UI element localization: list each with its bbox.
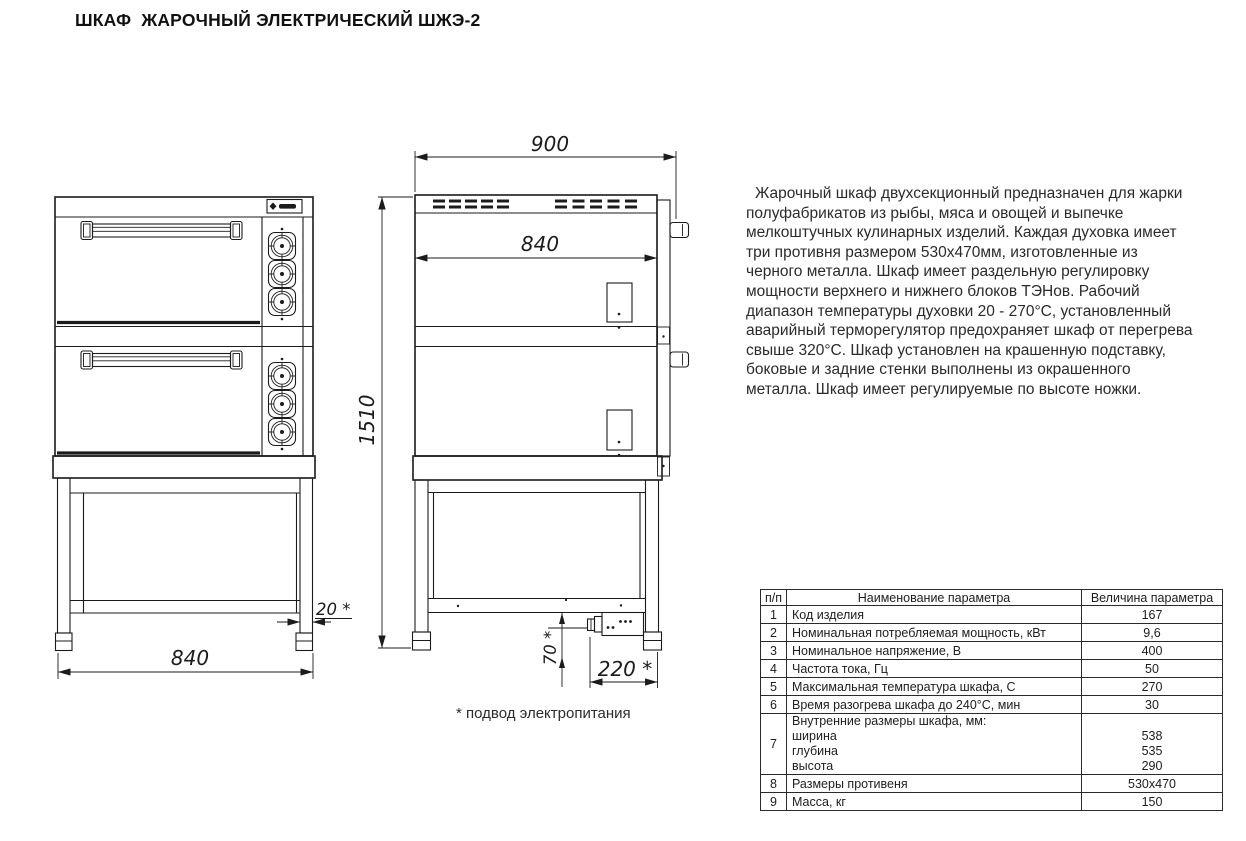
dim-label-840-front: 840 [170, 646, 210, 670]
front-view-drawing [40, 183, 360, 688]
dim-label-840-side: 840 [520, 232, 560, 256]
row-num: 2 [761, 624, 787, 642]
dimension-side-inner-depth [415, 232, 657, 258]
param-name: Внутренние размеры шкафа, мм: ширина глубина высота [787, 714, 1082, 775]
header-param-value: Величина параметра [1082, 590, 1223, 606]
param-value: 9,6 [1082, 624, 1223, 642]
param-name: Код изделия [787, 606, 1082, 624]
side-view-drawing [352, 130, 700, 705]
dimension-power-vertical [541, 613, 588, 687]
row-num: 3 [761, 642, 787, 660]
control-knobs-upper [269, 228, 296, 321]
power-supply-footnote: * подвод электропитания [456, 705, 631, 722]
dim-label-900: 900 [530, 132, 570, 156]
spec-table [760, 589, 1223, 811]
table-row [761, 606, 1223, 624]
param-value: 400 [1082, 642, 1223, 660]
table-row [761, 793, 1223, 811]
dimension-power-horizontal [590, 637, 658, 688]
table-row [761, 660, 1223, 678]
door-handle-upper [81, 222, 242, 240]
power-inlet-box [588, 613, 644, 636]
row-num: 7 [761, 714, 787, 775]
table-header-row [761, 590, 1223, 606]
control-knobs-lower [269, 358, 296, 451]
row-num: 1 [761, 606, 787, 624]
dim-label-20: 20 * [316, 600, 351, 619]
row-num: 8 [761, 775, 787, 793]
header-param-name: Наименование параметра [787, 590, 1082, 606]
door-latch-upper [607, 283, 632, 329]
handle-stub-upper [670, 223, 689, 238]
param-name: Размеры противеня [787, 775, 1082, 793]
page-title: ШКАФ ЖАРОЧНЫЙ ЭЛЕКТРИЧЕСКИЙ ШЖЭ-2 [75, 10, 481, 30]
product-description: Жарочный шкаф двухсекционный предназначен для жарки полуфабрикатов из рыбы, мяса и овощей и выпечке мелкоштучных кулинарных изделий. Каждая духовка имеет три противня размером 530х470мм, изготовленные из черного металла. Шкаф имеет раздельную регулировку мощности верхнего и нижнего блоков ТЭНов. Рабочий диапазон температуры духовки 20 - 270°С, установленный аварийный терморегулятор предохраняет шкаф от перегрева свыше 320°С. Шкаф установлен на крашенную подставку, боковые и задние стенки выполнены из окрашенного металла. Шкаф имеет регулируемые по высоте ножки. [746, 185, 1193, 398]
table-row [761, 642, 1223, 660]
dim-label-1510: 1510 [355, 394, 379, 446]
row-num: 6 [761, 696, 787, 714]
dimension-front-width [58, 646, 313, 679]
param-name: Номинальная потребляемая мощность, кВт [787, 624, 1082, 642]
param-name: Частота тока, Гц [787, 660, 1082, 678]
door-handle-lower [81, 351, 242, 369]
row-num: 4 [761, 660, 787, 678]
param-name: Номинальное напряжение, В [787, 642, 1082, 660]
param-value: 167 [1082, 606, 1223, 624]
param-value: 150 [1082, 793, 1223, 811]
table-row [761, 624, 1223, 642]
vent-slots [433, 200, 637, 209]
table-row [761, 696, 1223, 714]
stand-front [53, 456, 315, 651]
table-row [761, 678, 1223, 696]
handle-stub-lower [670, 352, 689, 367]
param-name: Максимальная температура шкафа, С [787, 678, 1082, 696]
dim-label-70: 70 * [541, 630, 560, 666]
row-num: 5 [761, 678, 787, 696]
table-row [761, 714, 1223, 775]
param-value: 270 [1082, 678, 1223, 696]
param-name: Масса, кг [787, 793, 1082, 811]
door-latch-lower [607, 410, 632, 456]
param-value: 538 535 290 [1082, 714, 1223, 775]
param-value: 530х470 [1082, 775, 1223, 793]
header-num: п/п [761, 590, 787, 606]
dimension-side-height [355, 197, 413, 648]
param-value: 50 [1082, 660, 1223, 678]
param-value: 30 [1082, 696, 1223, 714]
row-num: 9 [761, 793, 787, 811]
param-name: Время разогрева шкафа до 240°С, мин [787, 696, 1082, 714]
table-row [761, 775, 1223, 793]
brand-logo-icon [267, 200, 302, 214]
dim-label-220: 220 * [597, 657, 653, 681]
dimension-front-leg [277, 600, 352, 631]
